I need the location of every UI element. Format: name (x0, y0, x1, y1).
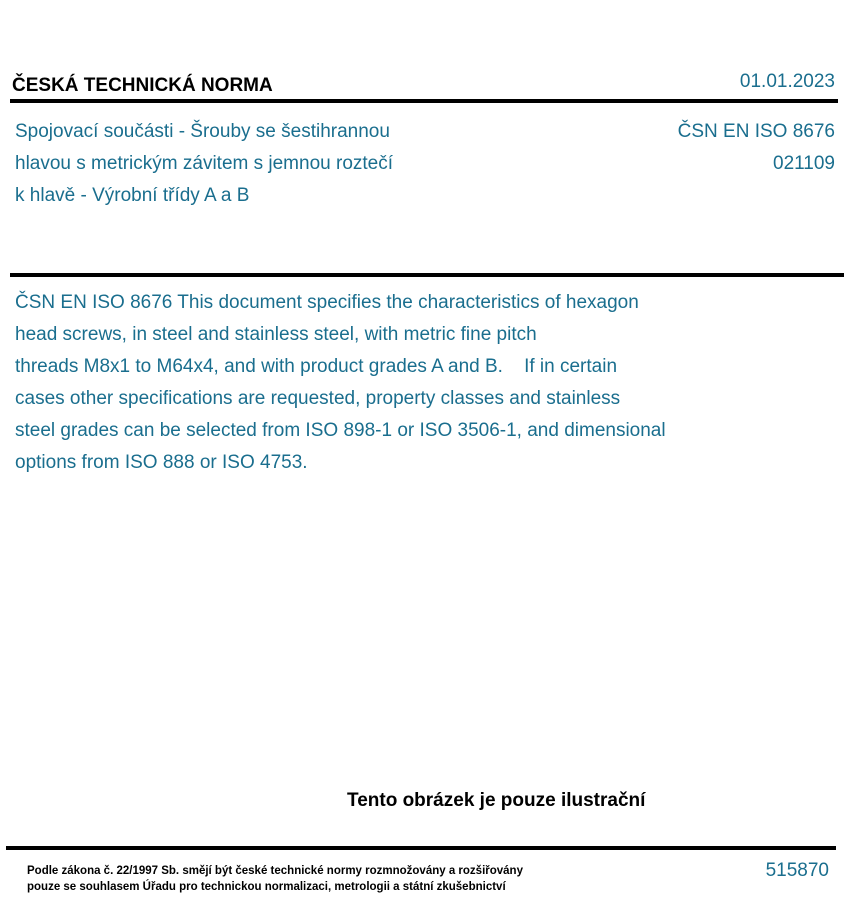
standard-identifiers (678, 116, 835, 180)
title-line-3: k hlavě - Výrobní třídy A a B (15, 185, 250, 206)
class-number: 021109 (773, 153, 835, 174)
norm-label: ČESKÁ TECHNICKÁ NORMA (12, 75, 273, 96)
legal-line-1: Podle zákona č. 22/1997 Sb. smějí být české technické normy rozmnožovány a rozšiřovány (27, 865, 523, 877)
abstract-line-3: threads M8x1 to M64x4, and with product grades A and B. If in certain (15, 356, 618, 377)
legal-line-2: pouze se souhlasem Úřadu pro technickou normalizaci, metrologii a státní zkušebnictví (27, 881, 506, 893)
standard-title (15, 116, 475, 212)
abstract-text (15, 287, 795, 479)
standard-code: ČSN EN ISO 8676 (677, 121, 835, 142)
title-line-1: Spojovací součásti - Šrouby se šestihrannou (15, 121, 390, 142)
abstract-line-5: steel grades can be selected from ISO 898-1 or ISO 3506-1, and dimensional (15, 420, 666, 441)
top-divider (10, 99, 838, 103)
illustrative-notice: Tento obrázek je pouze ilustrační (347, 790, 646, 811)
abstract-line-1: ČSN EN ISO 8676 This document specifies the characteristics of hexagon (15, 292, 639, 313)
document-number: 515870 (765, 860, 829, 881)
abstract-line-6: options from ISO 888 or ISO 4753. (15, 452, 308, 473)
title-line-2: hlavou s metrickým závitem s jemnou roztečí (15, 153, 394, 174)
abstract-line-4: cases other specifications are requested, property classes and stainless (15, 388, 621, 409)
abstract-line-2: head screws, in steel and stainless steel, with metric fine pitch (15, 324, 537, 345)
middle-divider (10, 273, 844, 277)
publication-date: 01.01.2023 (739, 71, 835, 92)
bottom-divider (6, 846, 836, 850)
legal-notice (27, 863, 523, 895)
